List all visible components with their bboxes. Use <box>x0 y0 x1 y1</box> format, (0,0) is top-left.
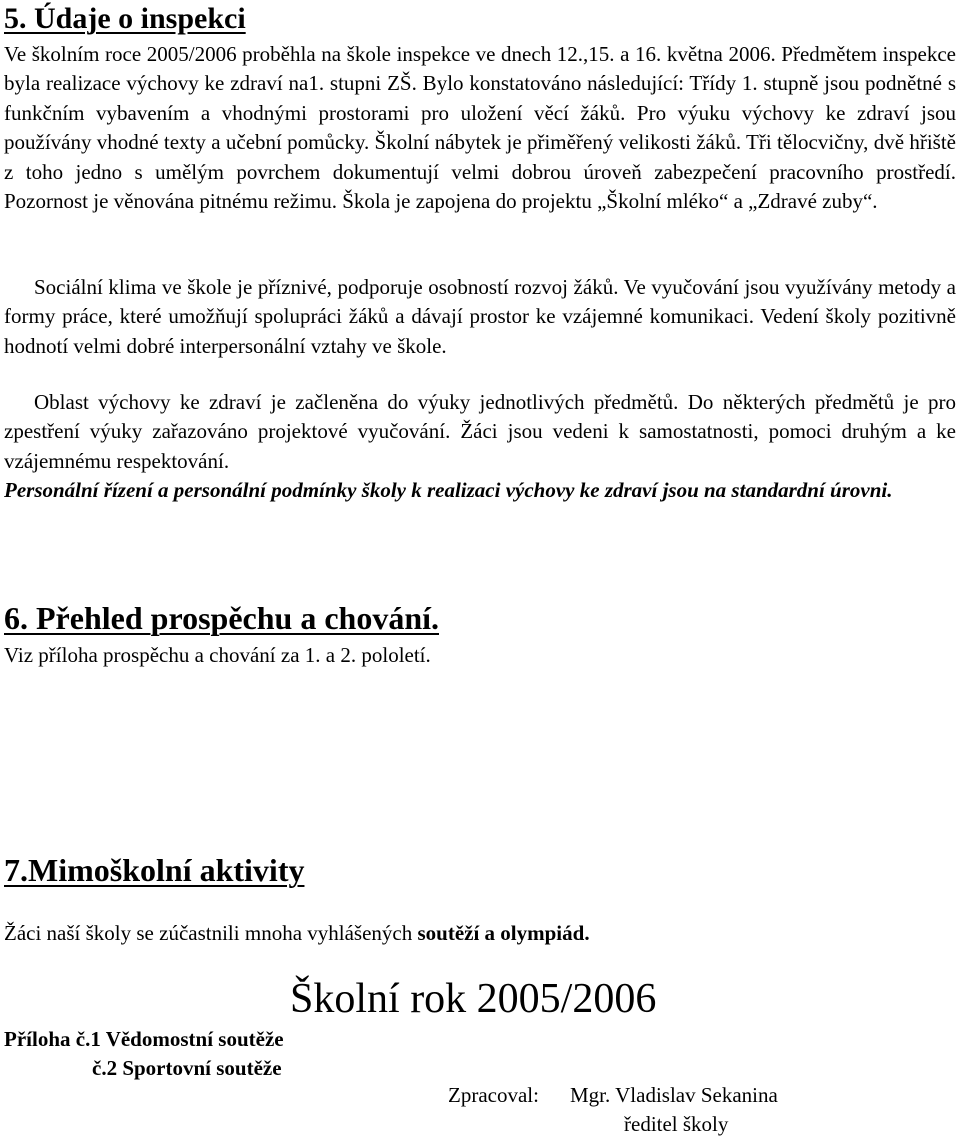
section-5-conclusion: Personální řízení a personální podmínky školy k realizaci výchovy ke zdraví jsou na standardní úrovni. <box>4 478 893 502</box>
signature-name: Mgr. Vladislav Sekanina <box>570 1083 778 1107</box>
section-6-text: Viz příloha prospěchu a chování za 1. a 2. pololetí. <box>4 643 431 667</box>
section-5-paragraph-2: Sociální klima ve škole je příznivé, podporuje osobností rozvoj žáků. Ve vyučování jsou využívány metody a formy práce, které umožňují spolupráci žáků a dávají prostor ke vzájemné komunikaci. Vedení školy pozitivně hodnotí velmi dobré interpersonální vztahy ve škole. <box>4 275 956 358</box>
section-5-paragraph-3: Oblast výchovy ke zdraví je začleněna do výuky jednotlivých předmětů. Do některých předmětů je pro zpestření výuky zařazováno projektové vyučování. Žáci jsou vedeni k samostatnosti, pomoci druhým a ke vzájemnému respektování. <box>4 390 956 473</box>
signature-label: Zpracoval: <box>448 1083 539 1107</box>
attachment-line-1: Příloha č.1 Vědomostní soutěže <box>4 1027 284 1051</box>
section-7-heading: 7.Mimoškolní aktivity <box>4 852 305 888</box>
section-5-paragraph-1: Ve školním roce 2005/2006 proběhla na škole inspekce ve dnech 12.,15. a 16. května 2006. Předmětem inspekce byla realizace výchovy ke zdraví na1. stupni ZŠ. Bylo konstatováno následující: Třídy 1. stupně jsou podnětné s funkčním vybavením a vhodnými prostorami pro uložení věcí žáků. Pro výuku výchovy ke zdraví jsou používány vhodné texty a učební pomůcky. Školní nábytek je přiměřený velikosti žáků. Tři tělocvičny, dvě hřiště z toho jedno s umělým povrchem dokumentují velmi dobrou úroveň zabezpečení pracovního prostředí. Pozornost je věnována pitnému režimu. Škola je zapojena do projektu „Školní mléko“ a „Zdravé zuby“. <box>4 42 956 214</box>
attachment-line-2: č.2 Sportovní soutěže <box>92 1056 282 1080</box>
signature-role: ředitel školy <box>624 1112 729 1136</box>
section-7-text-prefix: Žáci naší školy se zúčastnili mnoha vyhlášených <box>4 921 418 945</box>
section-6-heading: 6. Přehled prospěchu a chování. <box>4 600 439 636</box>
section-7-text-bold: soutěží a olympiád. <box>417 921 590 945</box>
school-year-title: Školní rok 2005/2006 <box>290 976 657 1022</box>
section-7-text <box>4 919 590 948</box>
section-5-heading: 5. Údaje o inspekci <box>4 2 246 35</box>
